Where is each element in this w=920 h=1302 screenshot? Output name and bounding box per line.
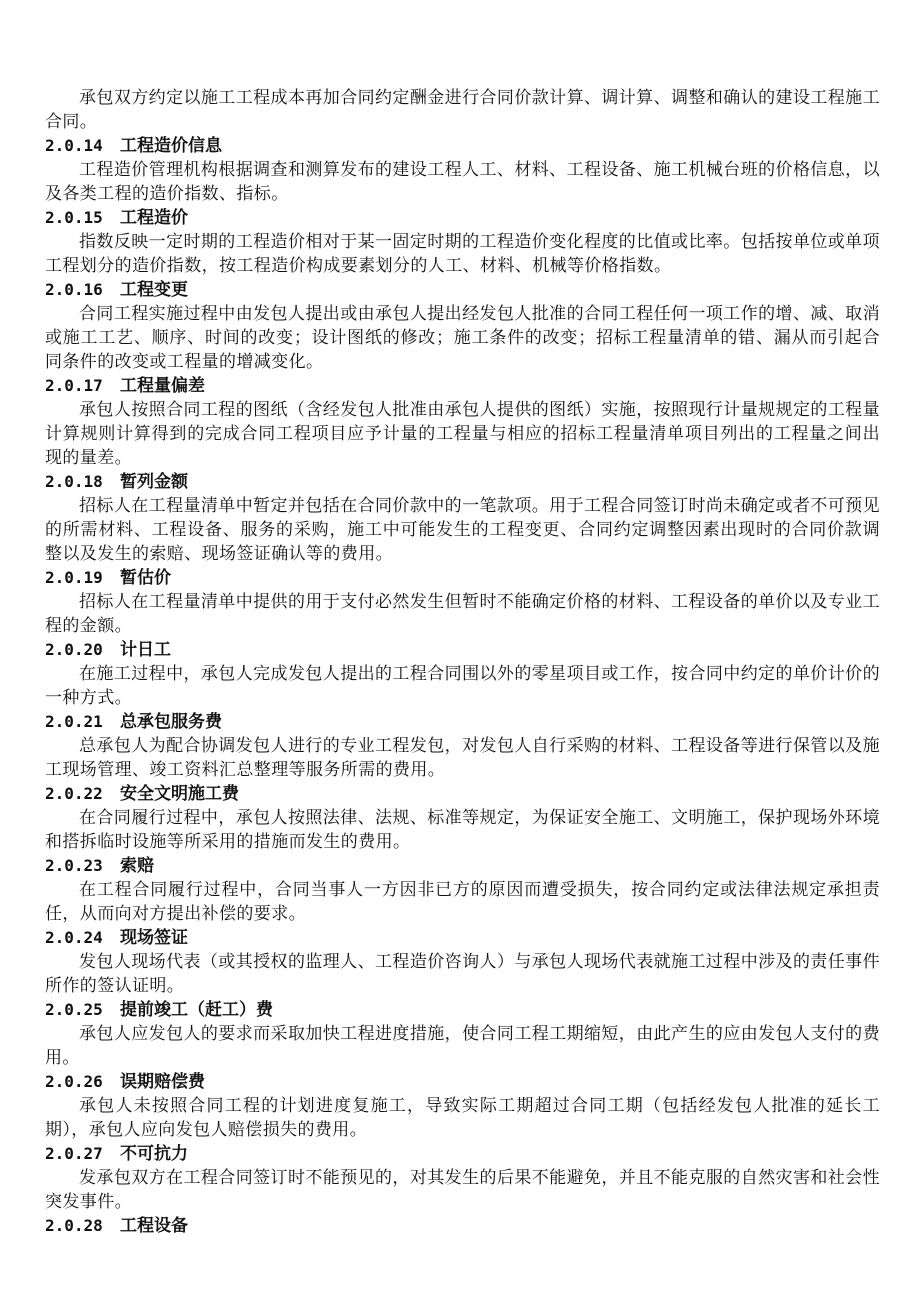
section-body: 工程造价管理机构根据调查和测算发布的建设工程人工、材料、工程设备、施工机械台班的价格信息，以及各类工程的造价指数、指标。 <box>45 160 880 204</box>
section-heading <box>45 470 880 494</box>
section-title: 暂估价 <box>120 568 171 588</box>
section-heading <box>45 374 880 398</box>
section-heading <box>45 278 880 302</box>
section-title: 现场签证 <box>120 928 188 948</box>
section-number: 2.0.14 <box>45 136 103 155</box>
section-heading <box>45 782 880 806</box>
section-body: 在合同履行过程中，承包人按照法律、法规、标准等规定，为保证安全施工、文明施工，保护现场外环境和搭拆临时设施等所采用的措施而发生的费用。 <box>45 808 880 852</box>
section-number: 2.0.20 <box>45 640 103 659</box>
section-title: 计日工 <box>120 640 171 660</box>
section-heading <box>45 134 880 158</box>
section-number: 2.0.26 <box>45 1072 103 1091</box>
section-title: 暂列金额 <box>120 472 188 492</box>
section-number: 2.0.24 <box>45 928 103 947</box>
intro-paragraph: 承包双方约定以施工工程成本再加合同约定酬金进行合同价款计算、调计算、调整和确认的建设工程施工合同。 <box>45 88 880 132</box>
section-number: 2.0.16 <box>45 280 103 299</box>
section-title: 不可抗力 <box>120 1144 188 1164</box>
section-title: 工程变更 <box>120 280 188 300</box>
sections-container <box>45 134 880 1238</box>
section-heading <box>45 854 880 878</box>
section-title: 总承包服务费 <box>120 712 222 732</box>
section-body: 合同工程实施过程中由发包人提出或由承包人提出经发包人批准的合同工程任何一项工作的增、减、取消或施工工艺、顺序、时间的改变；设计图纸的修改；施工条件的改变；招标工程量清单的错、漏从而引起合同条件的改变或工程量的增减变化。 <box>45 304 880 372</box>
section-body: 发承包双方在工程合同签订时不能预见的，对其发生的后果不能避免，并且不能克服的自然灾害和社会性突发事件。 <box>45 1168 880 1212</box>
section-body: 承包人应发包人的要求而采取加快工程进度措施，使合同工程工期缩短，由此产生的应由发包人支付的费用。 <box>45 1024 880 1068</box>
section-heading <box>45 206 880 230</box>
section-heading <box>45 998 880 1022</box>
section-number: 2.0.23 <box>45 856 103 875</box>
section-title: 工程造价 <box>120 208 188 228</box>
section-title: 工程量偏差 <box>120 376 205 396</box>
section-body: 承包人未按照合同工程的计划进度复施工，导致实际工期超过合同工期（包括经发包人批准的延长工期），承包人应向发包人赔偿损失的费用。 <box>45 1096 880 1140</box>
section-body: 总承包人为配合协调发包人进行的专业工程发包，对发包人自行采购的材料、工程设备等进行保管以及施工现场管理、竣工资料汇总整理等服务所需的费用。 <box>45 736 880 780</box>
section-body: 承包人按照合同工程的图纸（含经发包人批准由承包人提供的图纸）实施，按照现行计量规规定的工程量计算规则计算得到的完成合同工程项目应予计量的工程量与相应的招标工程量清单项目列出的工程量之间出现的量差。 <box>45 400 880 468</box>
section-title: 索赔 <box>120 856 154 876</box>
section-number: 2.0.19 <box>45 568 103 587</box>
section-body: 在工程合同履行过程中，合同当事人一方因非已方的原因而遭受损失，按合同约定或法律法规定承担责任，从而向对方提出补偿的要求。 <box>45 880 880 924</box>
section-heading <box>45 926 880 950</box>
section-body: 在施工过程中，承包人完成发包人提出的工程合同围以外的零星项目或工作，按合同中约定的单价计价的一种方式。 <box>45 664 880 708</box>
section-heading <box>45 1214 880 1238</box>
section-number: 2.0.25 <box>45 1000 103 1019</box>
section-number: 2.0.21 <box>45 712 103 731</box>
section-title: 提前竣工（赶工）费 <box>120 1000 273 1020</box>
section-body: 指数反映一定时期的工程造价相对于某一固定时期的工程造价变化程度的比值或比率。包括按单位或单项工程划分的造价指数，按工程造价构成要素划分的人工、材料、机械等价格指数。 <box>45 232 880 276</box>
section-body: 发包人现场代表（或其授权的监理人、工程造价咨询人）与承包人现场代表就施工过程中涉及的责任事件所作的签认证明。 <box>45 952 880 996</box>
section-heading <box>45 1142 880 1166</box>
section-number: 2.0.17 <box>45 376 103 395</box>
section-heading <box>45 638 880 662</box>
section-number: 2.0.18 <box>45 472 103 491</box>
section-number: 2.0.28 <box>45 1216 103 1235</box>
section-title: 误期赔偿费 <box>120 1072 205 1092</box>
document-page <box>45 86 880 1238</box>
section-title: 工程造价信息 <box>120 136 222 156</box>
section-number: 2.0.22 <box>45 784 103 803</box>
section-body: 招标人在工程量清单中暂定并包括在合同价款中的一笔款项。用于工程合同签订时尚未确定或者不可预见的所需材料、工程设备、服务的采购，施工中可能发生的工程变更、合同约定调整因素出现时的合同价款调整以及发生的索赔、现场签证确认等的费用。 <box>45 496 880 564</box>
section-title: 安全文明施工费 <box>120 784 239 804</box>
section-number: 2.0.27 <box>45 1144 103 1163</box>
section-heading <box>45 710 880 734</box>
section-heading <box>45 566 880 590</box>
section-title: 工程设备 <box>120 1216 188 1236</box>
section-number: 2.0.15 <box>45 208 103 227</box>
section-heading <box>45 1070 880 1094</box>
section-body: 招标人在工程量清单中提供的用于支付必然发生但暂时不能确定价格的材料、工程设备的单价以及专业工程的金额。 <box>45 592 880 636</box>
